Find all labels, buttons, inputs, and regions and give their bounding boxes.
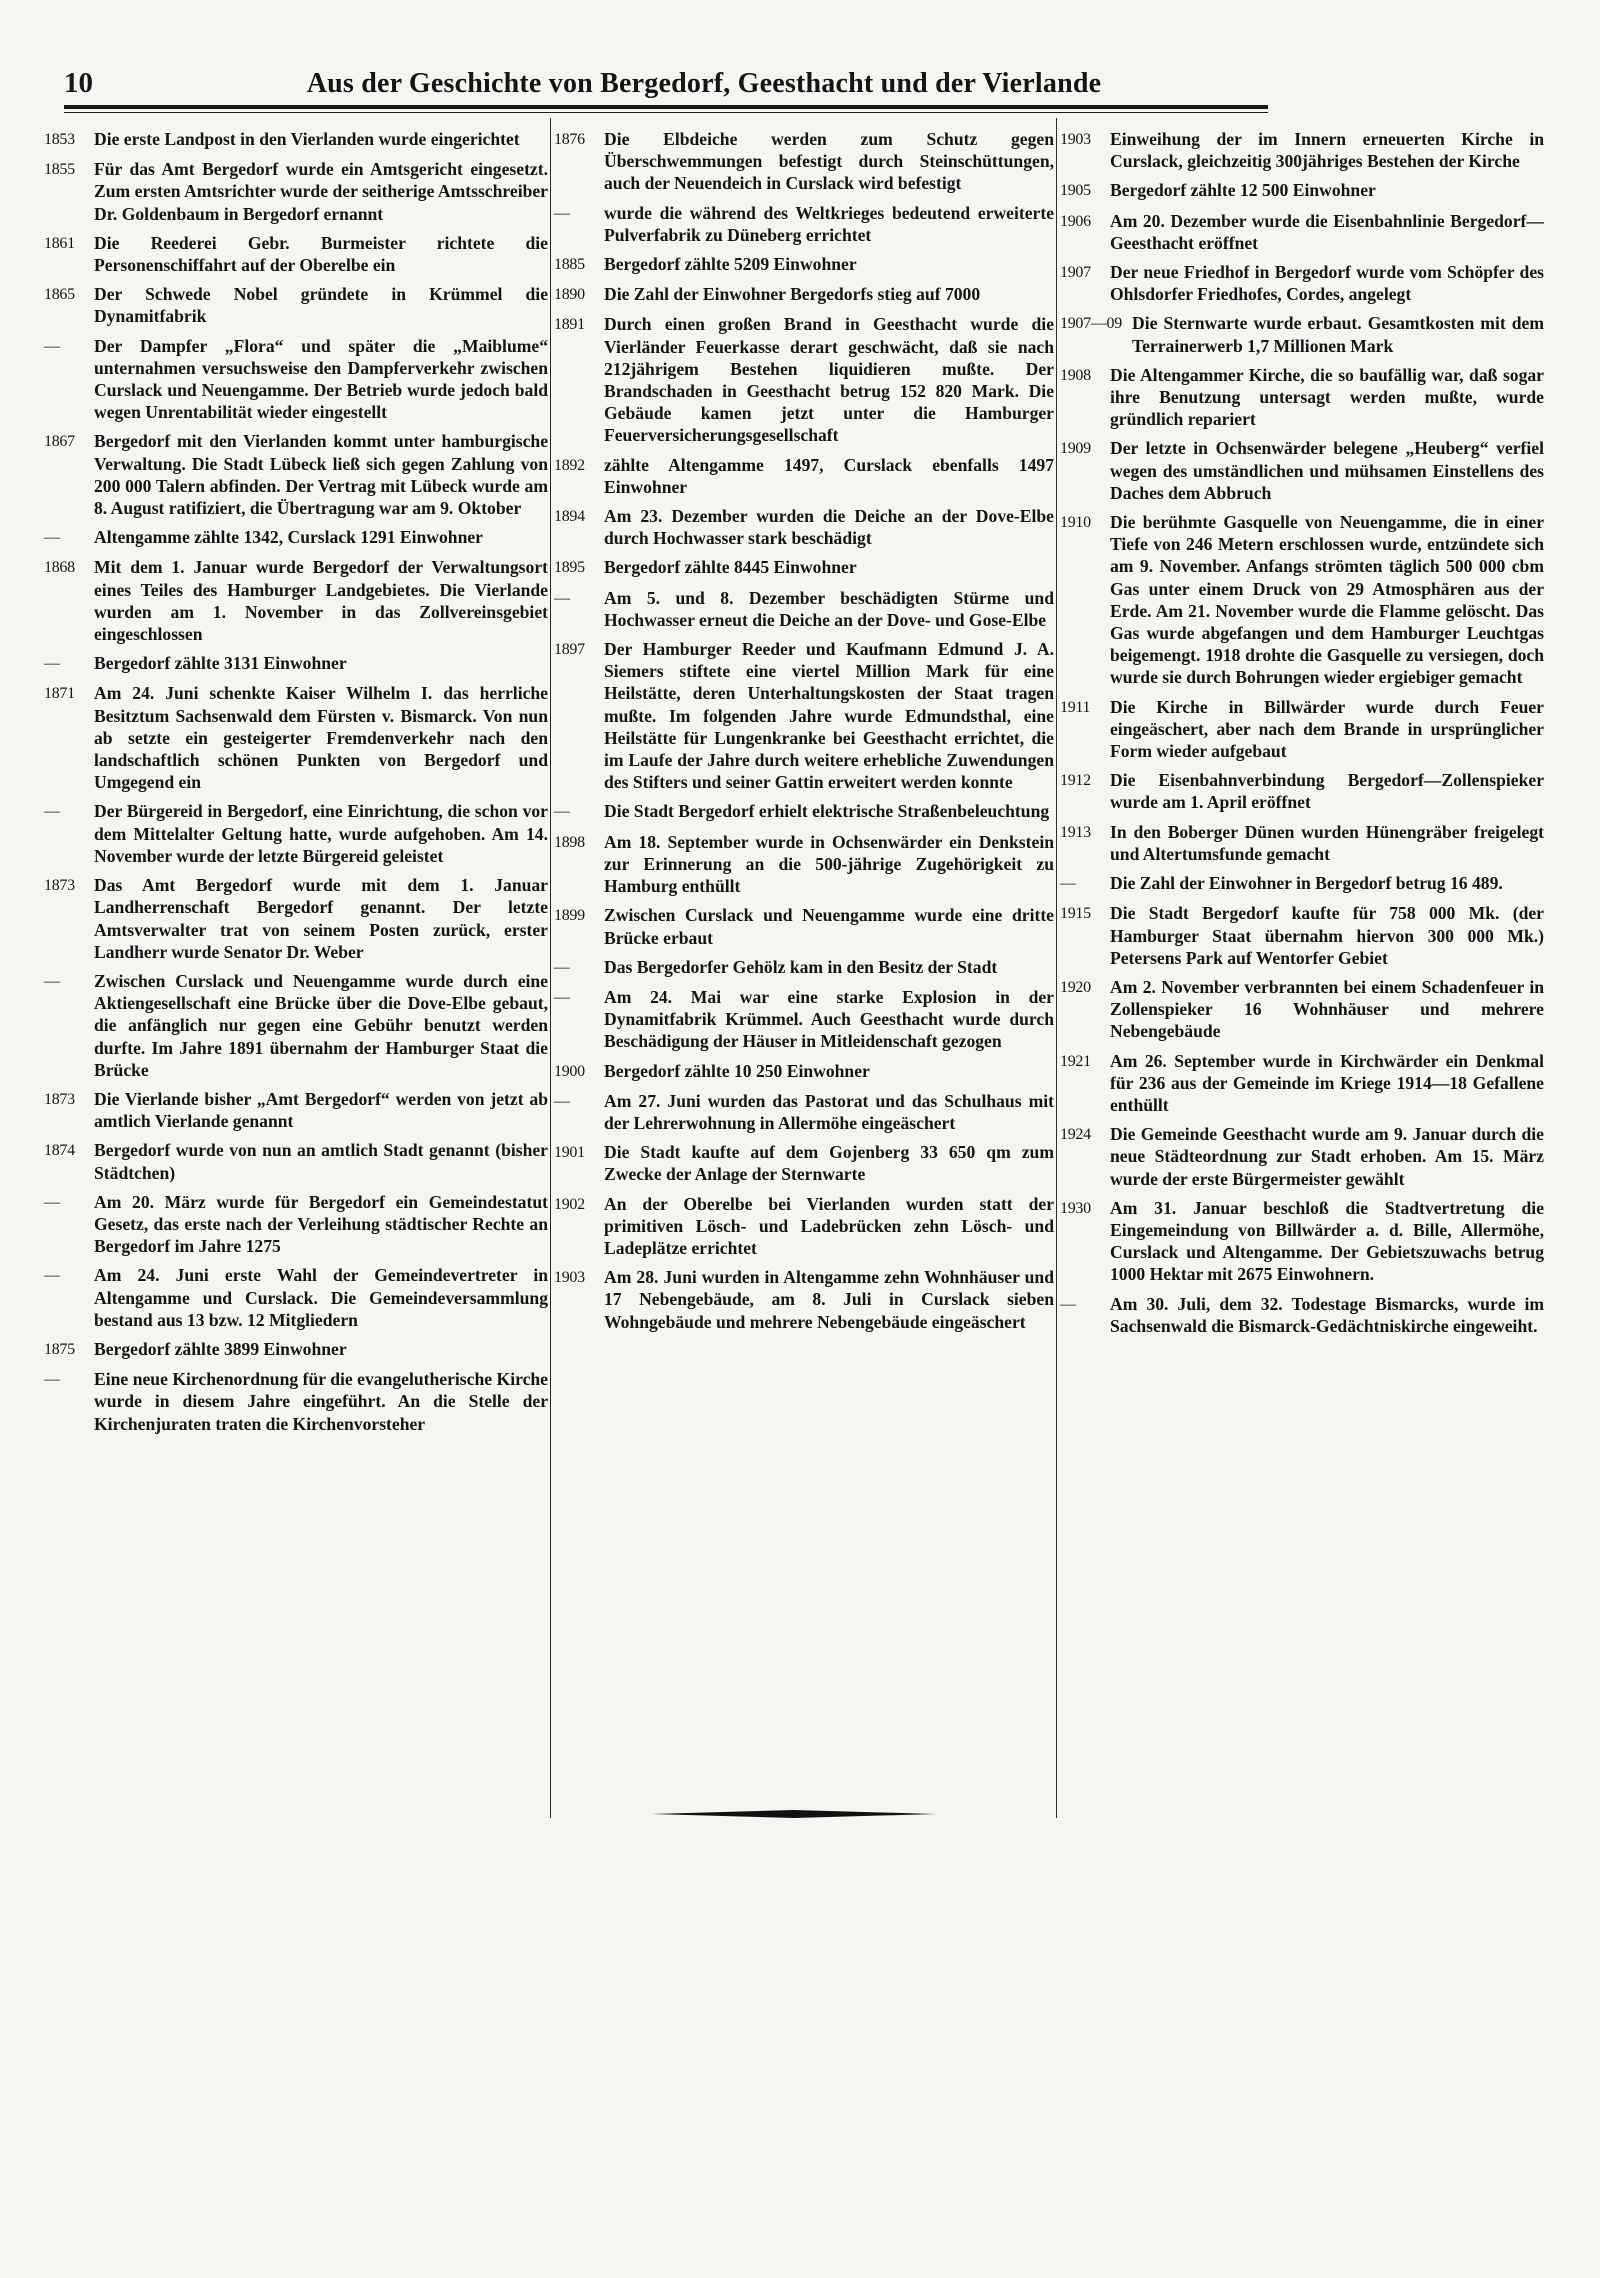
chronicle-entry xyxy=(554,831,1054,898)
entry-year: 1901 xyxy=(554,1144,585,1162)
entry-year: 1868 xyxy=(44,559,75,577)
entry-text: Die Vierlande bisher „Amt Bergedorf“ werden von jetzt ab amtlich Vierlande genannt xyxy=(94,1088,548,1132)
entry-year: — xyxy=(554,589,570,607)
entry-year: 1903 xyxy=(554,1269,585,1287)
chronicle-entry xyxy=(554,904,1054,948)
chronicle-entry xyxy=(1060,872,1544,895)
entry-text: Bergedorf wurde von nun an amtlich Stadt genannt (bisher Städtchen) xyxy=(94,1140,548,1183)
entry-text: Der letzte in Ochsenwärder belegene „Heuberg“ verfiel wegen des umständlichen und mühsamen Einstellens des Daches dem Abbruch xyxy=(1110,438,1544,503)
entry-text: Die Kirche in Billwärder wurde durch Feuer eingeäschert, aber nach dem Brande in ursprünglicher Form wieder aufgebaut xyxy=(1110,696,1544,762)
entry-year: — xyxy=(554,1092,570,1110)
entry-text: Durch einen großen Brand in Geesthacht wurde die Vierländer Feuerkasse derart geschwächt, daß sie nach 212jährigem Bestehen liquidieren mußte. Der Brandschaden in Geesthacht betrug 152 820 Mark. Die Gebäude kamen jetzt unter die Hamburger Feuerversicherungsgesellschaft xyxy=(604,314,1054,446)
entry-year: 1895 xyxy=(554,559,585,577)
entry-year: 1894 xyxy=(554,508,585,526)
entry-text: Am 30. Juli, dem 32. Todestage Bismarcks, wurde im Sachsenwald die Bismarck-Gedächtniskirche eingeweiht. xyxy=(1110,1293,1544,1336)
entry-year: 1915 xyxy=(1060,905,1091,923)
chronicle-entry xyxy=(44,556,548,645)
entry-text: Am 18. September wurde in Ochsenwärder ein Denkstein zur Erinnerung an die 500-jährige Zugehörigkeit zu Hamburg enthüllt xyxy=(604,831,1054,897)
chronicle-entry xyxy=(1060,1123,1544,1190)
entry-year: 1892 xyxy=(554,456,585,474)
chronicle-entry xyxy=(1060,821,1544,865)
entry-year: 1902 xyxy=(554,1195,585,1213)
entry-text: Die Elbdeiche werden zum Schutz gegen Überschwemmungen befestigt durch Steinschüttungen, auch der Neuendeich in Curslack wird befestigt xyxy=(604,129,1054,194)
entry-year: 1905 xyxy=(1060,182,1091,200)
entry-year: — xyxy=(44,803,60,821)
entry-text: Die Stadt Bergedorf erhielt elektrische Straßenbeleuchtung xyxy=(604,801,1050,822)
entry-year: 1910 xyxy=(1060,514,1091,532)
entry-year: 1920 xyxy=(1060,978,1091,996)
chronicle-entry xyxy=(554,454,1054,498)
entry-text: Der Dampfer „Flora“ und später die „Maiblume“ unternahmen versuchsweise den Dampferverkehr zwischen Curslack und Neuengamme. Der Betrieb wurde jedoch bald wegen Unrentabilität wieder eingestellt xyxy=(94,335,548,423)
entry-year: — xyxy=(1060,1295,1076,1313)
header-rule-thick xyxy=(64,105,1268,109)
chronicle-entry xyxy=(554,253,1054,276)
entry-text: Für das Amt Bergedorf wurde ein Amtsgericht eingesetzt. Zum ersten Amtsrichter wurde der seitherige Amtsschreiber Dr. Goldenbaum in Bergedorf ernannt xyxy=(94,159,548,224)
chronicle-entry xyxy=(1060,261,1544,305)
page-header xyxy=(64,56,1264,100)
chronicle-entry xyxy=(44,1264,548,1331)
entry-year: 1921 xyxy=(1060,1052,1091,1070)
entry-text: Eine neue Kirchenordnung für die evangelutherische Kirche wurde in diesem Jahre eingeführt. An die Stelle der Kirchenjuraten traten die Kirchenvorsteher xyxy=(94,1369,548,1434)
entry-text: Die Zahl der Einwohner Bergedorfs stieg auf 7000 xyxy=(604,284,981,305)
entry-year: 1906 xyxy=(1060,212,1091,230)
entry-text: Die Stadt kaufte auf dem Gojenberg 33 650 qm zum Zwecke der Anlage der Sternwarte xyxy=(604,1142,1054,1185)
entry-year: 1890 xyxy=(554,286,585,304)
entry-year: — xyxy=(554,803,570,821)
entry-text: Altengamme zählte 1342, Curslack 1291 Einwohner xyxy=(94,527,483,548)
entry-text: Am 27. Juni wurden das Pastorat und das Schulhaus mit der Lehrerwohnung in Allermöhe eingeäschert xyxy=(604,1090,1054,1133)
chronicle-entry xyxy=(44,800,548,867)
entry-text: Der Schwede Nobel gründete in Krümmel die Dynamitfabrik xyxy=(94,284,548,327)
chronicle-entry xyxy=(1060,769,1544,813)
entry-text: Die Zahl der Einwohner in Bergedorf betrug 16 489. xyxy=(1110,873,1503,894)
entry-year: 1908 xyxy=(1060,366,1091,384)
entry-year: — xyxy=(44,972,60,990)
chronicle-entry xyxy=(44,1368,548,1435)
chronicle-entry xyxy=(554,800,1054,823)
entry-text: Am 26. September wurde in Kirchwärder ein Denkmal für 236 aus der Gemeinde im Kriege 1914—18 Gefallene enthüllt xyxy=(1110,1050,1544,1115)
entry-year: 1867 xyxy=(44,433,75,451)
entry-year: 1871 xyxy=(44,685,75,703)
entry-text: Am 24. Juni schenkte Kaiser Wilhelm I. das herrliche Besitztum Sachsenwald dem Fürsten v. Bismarck. Von nun ab setzte ein gesteigerter Fremdenverkehr nach den landschaftlich schönen Punkten von Bergedorf und Umgegend ein xyxy=(94,683,548,793)
chronicle-entry xyxy=(44,232,548,276)
chronicle-entry xyxy=(1060,511,1544,689)
entry-year: — xyxy=(554,988,570,1006)
entry-year: 1913 xyxy=(1060,823,1091,841)
entry-year: 1898 xyxy=(554,833,585,851)
entry-year: 1909 xyxy=(1060,440,1091,458)
entry-text: Die Sternwarte wurde erbaut. Gesamtkosten mit dem Terrainerwerb 1,7 Millionen Mark xyxy=(1132,313,1544,356)
entry-year: — xyxy=(554,958,570,976)
page-number: 10 xyxy=(64,67,93,99)
entry-text: Am 28. Juni wurden in Altengamme zehn Wohnhäuser und 17 Nebengebäude, am 8. Juli in Curslack sieben Wohngebäude und mehrere Nebengebäude eingeäschert xyxy=(604,1267,1054,1332)
chronicle-column-1 xyxy=(44,128,548,1442)
chronicle-entry xyxy=(1060,128,1544,172)
chronicle-entry xyxy=(44,652,548,675)
chronicle-entry xyxy=(1060,696,1544,763)
entry-year: 1861 xyxy=(44,234,75,252)
entry-year: 1876 xyxy=(554,131,585,148)
entry-text: Die erste Landpost in den Vierlanden wurde eingerichtet xyxy=(94,129,520,149)
chronicle-entry xyxy=(1060,1197,1544,1286)
entry-text: Bergedorf zählte 3131 Einwohner xyxy=(94,653,347,674)
chronicle-entry xyxy=(554,505,1054,549)
entry-year: — xyxy=(44,1371,60,1389)
chronicle-entry xyxy=(44,1191,548,1258)
entry-year: 1891 xyxy=(554,316,585,334)
chronicle-column-2 xyxy=(554,128,1054,1340)
entry-text: Der neue Friedhof in Bergedorf wurde vom Schöpfer des Ohlsdorfer Friedhofes, Cordes, angelegt xyxy=(1110,262,1544,305)
entry-year: 1899 xyxy=(554,907,585,925)
chronicle-entry xyxy=(44,1139,548,1183)
column-divider-1 xyxy=(550,118,551,1818)
entry-text: wurde die während des Weltkrieges bedeutend erweiterte Pulverfabrik zu Düneberg errichtet xyxy=(604,202,1054,245)
chronicle-entry xyxy=(44,682,548,793)
entry-text: Am 24. Juni erste Wahl der Gemeindevertreter in Altengamme und Curslack. Die Gemeindeversammlung bestand aus 13 bzw. 12 Mitgliedern xyxy=(94,1265,548,1330)
chronicle-entry xyxy=(44,283,548,327)
entry-text: An der Oberelbe bei Vierlanden wurden statt der primitiven Lösch- und Ladebrücken zehn Lösch- und Ladeplätze errichtet xyxy=(604,1193,1054,1258)
chronicle-entry xyxy=(1060,312,1544,356)
entry-year: 1853 xyxy=(44,131,75,148)
entry-year: — xyxy=(44,529,60,547)
entry-text: Bergedorf mit den Vierlanden kommt unter hamburgische Verwaltung. Die Stadt Lübeck ließ sich gegen Zahlung von 200 000 Talern abfinden. Der Vertrag mit Lübeck wurde am 8. August ratifiziert, die Übertragung war am 9. Oktober xyxy=(94,431,548,519)
entry-year: 1912 xyxy=(1060,772,1091,790)
chronicle-entry xyxy=(44,430,548,519)
entry-text: Bergedorf zählte 8445 Einwohner xyxy=(604,557,857,578)
entry-text: Am 23. Dezember wurden die Deiche an der Dove-Elbe durch Hochwasser stark beschädigt xyxy=(604,506,1054,549)
entry-year: 1865 xyxy=(44,286,75,304)
chronicle-entry xyxy=(554,986,1054,1053)
chronicle-entry xyxy=(554,1266,1054,1333)
chronicle-entry xyxy=(554,556,1054,579)
closing-ornament-rule xyxy=(652,1810,936,1818)
entry-year: — xyxy=(1060,875,1076,893)
chronicle-entry xyxy=(44,128,548,151)
chronicle-entry xyxy=(554,1090,1054,1134)
chronicle-entry xyxy=(554,956,1054,979)
running-title: Aus der Geschichte von Bergedorf, Geesthacht und der Vierlande xyxy=(306,68,1102,99)
chronicle-entry xyxy=(44,1338,548,1361)
entry-year: — xyxy=(44,655,60,673)
chronicle-entry xyxy=(554,313,1054,446)
entry-year: 1903 xyxy=(1060,131,1091,148)
entry-text: Am 31. Januar beschloß die Stadtvertretung die Eingemeindung von Billwärder a. d. Bille, Allermöhe, Curslack und Altengamme. Der Gebietszuwachs betrug 1000 Hektar mit 2675 Einwohnern. xyxy=(1110,1197,1544,1285)
entry-year: 1907 xyxy=(1060,264,1091,282)
chronicle-entry xyxy=(44,1088,548,1132)
chronicle-entry xyxy=(554,1141,1054,1185)
entry-year: 1885 xyxy=(554,256,585,274)
entry-text: Der Bürgereid in Bergedorf, eine Einrichtung, die schon vor dem Mittelalter Geltung hatte, wurde aufgehoben. Am 14. November wurde der letzte Bürgereid geleistet xyxy=(94,801,548,866)
entry-year: 1911 xyxy=(1060,698,1091,716)
chronicle-entry xyxy=(1060,179,1544,202)
entry-text: Die Eisenbahnverbindung Bergedorf—Zollenspieker wurde am 1. April eröffnet xyxy=(1110,770,1544,813)
entry-text: Das Bergedorfer Gehölz kam in den Besitz der Stadt xyxy=(604,956,998,977)
chronicle-entry xyxy=(44,335,548,424)
entry-year: — xyxy=(44,1193,60,1211)
chronicle-entry xyxy=(554,202,1054,246)
entry-text: In den Boberger Dünen wurden Hünengräber freigelegt und Altertumsfunde gemacht xyxy=(1110,821,1544,864)
chronicle-column-3 xyxy=(1060,128,1544,1344)
chronicle-entry xyxy=(1060,902,1544,969)
entry-text: Bergedorf zählte 10 250 Einwohner xyxy=(604,1060,870,1081)
chronicle-entry xyxy=(1060,437,1544,504)
chronicle-entry xyxy=(554,587,1054,631)
chronicle-entry xyxy=(554,128,1054,195)
chronicle-entry xyxy=(44,970,548,1081)
entry-year: 1873 xyxy=(44,877,75,895)
entry-year: 1907—09 xyxy=(1060,315,1122,333)
entry-text: Die Gemeinde Geesthacht wurde am 9. Januar durch die neue Städteordnung zur Stadt erhoben. Am 15. März wurde der erste Bürgermeister gewählt xyxy=(1110,1124,1544,1189)
entry-year: 1875 xyxy=(44,1340,75,1358)
entry-text: Bergedorf zählte 12 500 Einwohner xyxy=(1110,180,1376,201)
entry-text: Die Stadt Bergedorf kaufte für 758 000 Mk. (der Hamburger Staat übernahm hiervon 300 000 Mk.) Petersens Park auf Wentorfer Gebiet xyxy=(1110,903,1544,968)
chronicle-entry xyxy=(44,874,548,963)
chronicle-entry xyxy=(1060,210,1544,254)
entry-text: Zwischen Curslack und Neuengamme wurde durch eine Aktiengesellschaft eine Brücke über die Dove-Elbe gebaut, die anfänglich nur gegen eine Gebühr benutzt werden durfte. Im Jahre 1891 übernahm der Hamburger Staat die Brücke xyxy=(94,970,548,1080)
entry-year: 1855 xyxy=(44,161,75,179)
entry-text: Am 2. November verbrannten bei einem Schadenfeuer in Zollenspieker 16 Wohnhäuser und mehrere Nebengebäude xyxy=(1110,976,1544,1042)
chronicle-entry xyxy=(554,1060,1054,1083)
entry-text: Der Hamburger Reeder und Kaufmann Edmund J. A. Siemers stiftete eine viertel Million Mark für eine Heilstätte, deren Unterhaltungskosten der Staat tragen mußte. Im folgenden Jahre wurde Edmundsthal, eine Heilstätte für Lungenkranke bei Geesthacht errichtet, die im Laufe der Jahre durch weitere erhebliche Zuwendungen des Stifters und seiner Gattin erweitert werden konnte xyxy=(604,639,1054,793)
chronicle-entry xyxy=(1060,1050,1544,1117)
chronicle-entry xyxy=(44,526,548,549)
entry-text: Bergedorf zählte 3899 Einwohner xyxy=(94,1338,347,1359)
entry-text: Das Amt Bergedorf wurde mit dem 1. Januar Landherrenschaft Bergedorf genannt. Der letzte Amtsverwalter trat von seinem Posten zurück, erster Landherr wurde Senator Dr. Weber xyxy=(94,875,548,962)
entry-year: 1900 xyxy=(554,1062,585,1080)
entry-text: Die Altengammer Kirche, die so baufällig war, daß sogar ihre Benutzung untersagt werden mußte, wurde gründlich repariert xyxy=(1110,364,1544,430)
entry-text: Die berühmte Gasquelle von Neuengamme, die in einer Tiefe von 246 Metern erschlossen wurde, entzündete sich am 9. November. Anfangs strömten täglich 500 000 cbm Gas unter einem Druck von 29 Atmosphären aus der Erde. Am 21. November wurde die Flamme gelöscht. Das Gas wurde abgefangen und dem Hamburger Leuchtgas beigemengt. 1918 drohte die Gasquelle zu versiegen, doch wurde sie durch Bohrungen wieder ergiebiger gemacht xyxy=(1110,512,1544,688)
chronicle-entry xyxy=(1060,1293,1544,1337)
entry-year: 1924 xyxy=(1060,1126,1091,1144)
chronicle-entry xyxy=(1060,364,1544,431)
entry-text: Am 5. und 8. Dezember beschädigten Stürme und Hochwasser erneut die Deiche an der Dove- und Gose-Elbe xyxy=(604,587,1054,630)
entry-text: Am 24. Mai war eine starke Explosion in der Dynamitfabrik Krümmel. Auch Geesthacht wurde durch Beschädigung der Häuser in Mitleidenschaft gezogen xyxy=(604,986,1054,1052)
chronicle-entry xyxy=(554,283,1054,306)
entry-text: zählte Altengamme 1497, Curslack ebenfalls 1497 Einwohner xyxy=(604,454,1054,497)
entry-text: Am 20. März wurde für Bergedorf ein Gemeindestatut Gesetz, das erste nach der Verleihung städtischer Rechte an Bergedorf im Jahre 1275 xyxy=(94,1191,548,1257)
entry-text: Zwischen Curslack und Neuengamme wurde eine dritte Brücke erbaut xyxy=(604,905,1054,948)
entry-year: 1930 xyxy=(1060,1199,1091,1217)
entry-text: Mit dem 1. Januar wurde Bergedorf der Verwaltungsort eines Teiles des Hamburger Landgebietes. Die Vierlande wurden am 1. November in das Zollvereinsgebiet eingeschlossen xyxy=(94,557,548,645)
entry-text: Einweihung der im Innern erneuerten Kirche in Curslack, gleichzeitig 300jähriges Bestehen der Kirche xyxy=(1110,129,1544,172)
chronicle-entry xyxy=(1060,976,1544,1043)
entry-year: 1874 xyxy=(44,1142,75,1160)
header-rule-thin xyxy=(64,112,1268,113)
column-divider-2 xyxy=(1056,118,1057,1818)
entry-year: — xyxy=(44,337,60,355)
entry-text: Am 20. Dezember wurde die Eisenbahnlinie Bergedorf—Geesthacht eröffnet xyxy=(1110,210,1544,253)
entry-year: 1897 xyxy=(554,641,585,659)
entry-year: 1873 xyxy=(44,1090,75,1108)
entry-text: Bergedorf zählte 5209 Einwohner xyxy=(604,254,857,275)
entry-text: Die Reederei Gebr. Burmeister richtete die Personenschiffahrt auf der Oberelbe ein xyxy=(94,232,548,276)
chronicle-entry xyxy=(554,638,1054,793)
entry-year: — xyxy=(554,204,570,222)
chronicle-entry xyxy=(554,1193,1054,1260)
entry-year: — xyxy=(44,1267,60,1285)
chronicle-entry xyxy=(44,158,548,225)
